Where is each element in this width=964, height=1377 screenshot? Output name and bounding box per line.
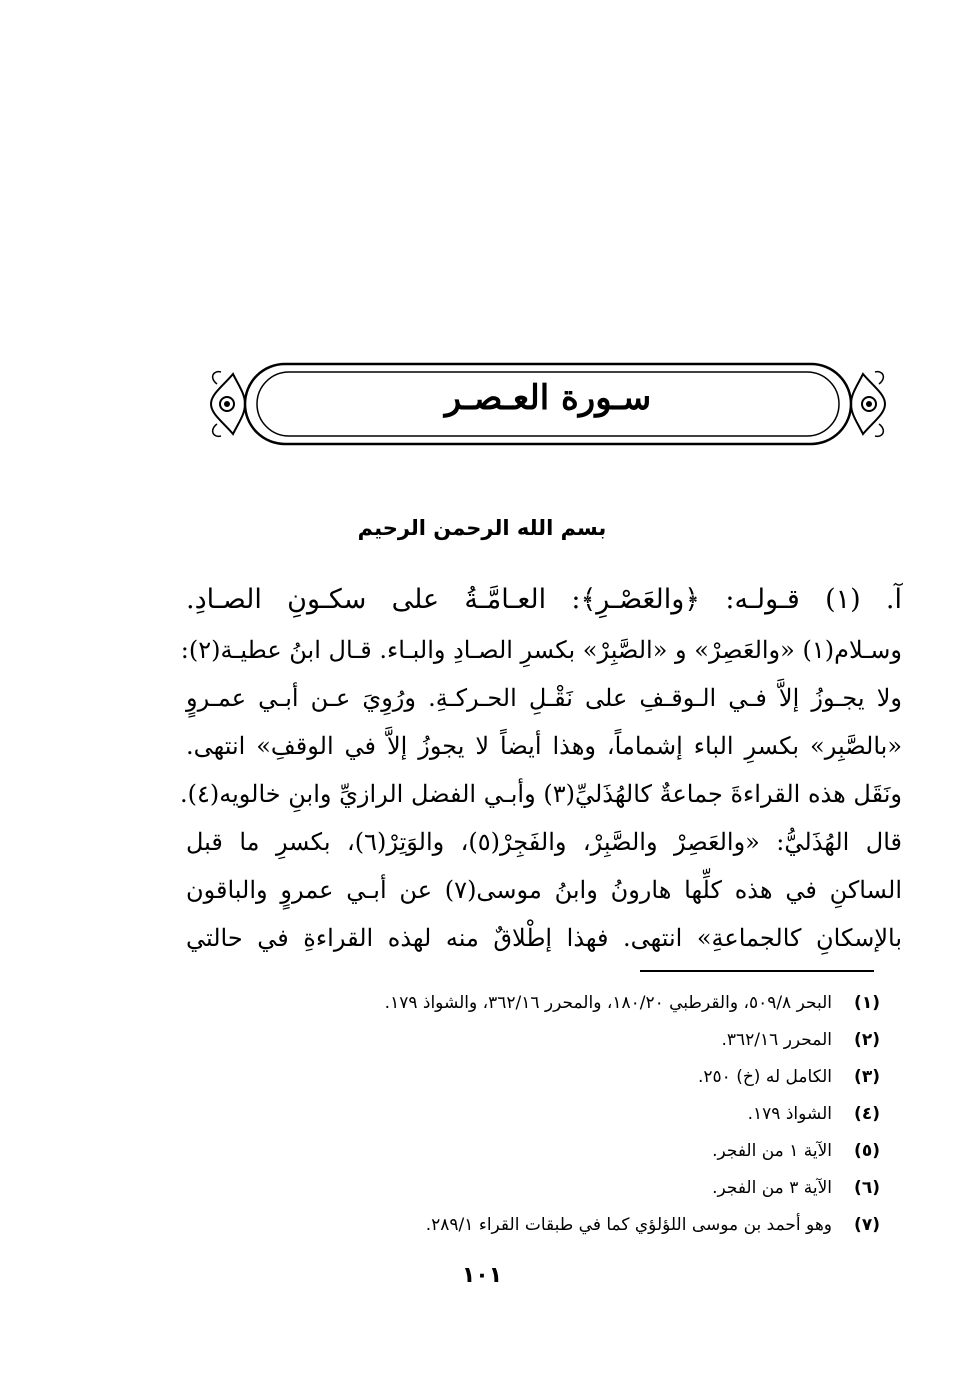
footnote-text: الكامل له (خ) ٢٥٠. bbox=[697, 1067, 832, 1087]
surah-title-frame bbox=[205, 356, 891, 452]
body-line: قال الهُذَليُّ: «والعَصِرْ والصَّبِرْ، والفَجِرْ(٥)، والوَتِرْ(٦)، بكسرِ ما قبل bbox=[186, 828, 903, 856]
page-number: ١٠١ bbox=[461, 1263, 503, 1288]
footnote-item bbox=[190, 1096, 880, 1133]
footnote-item bbox=[190, 1059, 880, 1096]
footnote-text: البحر ٥٠٩/٨، والقرطبي ١٨٠/٢٠، والمحرر ٣٦٢/١٦، والشواذ ١٧٩. bbox=[384, 993, 832, 1013]
footnote-text: الشواذ ١٧٩. bbox=[747, 1104, 832, 1124]
surah-title: سـورة العـصـر bbox=[444, 378, 652, 418]
basmala: بسم الله الرحمن الرحيم bbox=[357, 516, 607, 540]
body-line: ولا يجـوزُ إلاَّ فـي الـوقـفِ على نَقْـلِ الحـركـةِ. ورُوِيَ عـن أبـي عمـروٍ bbox=[186, 684, 902, 712]
body-line: ونَقَل هذه القراءةَ جماعةٌ كالهُذَليِّ(٣) وأبـي الفضل الرازيِّ وابنِ خالويه(٤). bbox=[179, 780, 902, 808]
footnote-number: (٢) bbox=[854, 1030, 880, 1050]
footnote-item bbox=[190, 1170, 880, 1207]
footnote-number: (٤) bbox=[854, 1104, 880, 1124]
footnote-number: (٧) bbox=[854, 1215, 880, 1235]
footnote-item bbox=[190, 1207, 880, 1244]
footnote-text: وهو أحمد بن موسى اللؤلؤي كما في طبقات القراء ٢٨٩/١. bbox=[425, 1215, 832, 1235]
footnote-number: (٥) bbox=[854, 1141, 880, 1161]
footnote-text: الآية ٣ من الفجر. bbox=[712, 1178, 832, 1198]
footnote-separator bbox=[640, 970, 874, 972]
body-line: آ. (١) قـولـه: ﴿والعَصْـرِ﴾: العـامَّـةُ على سكـونِ الصـادِ. bbox=[186, 584, 903, 615]
footnote-text: المحرر ٣٦٢/١٦. bbox=[721, 1030, 832, 1050]
body-line: «بالصَّبِر» بكسرِ الباء إشماماً، وهذا أيضاً لا يجوزُ إلاَّ في الوقفِ» انتهى. bbox=[186, 732, 902, 760]
body-line: الساكنِ في هذه كلِّها هارونُ وابنُ موسى(٧) عن أبـي عمروٍ والباقون bbox=[186, 876, 902, 904]
footnote-number: (٦) bbox=[854, 1178, 880, 1198]
footnote-item bbox=[190, 1022, 880, 1059]
body-text bbox=[179, 574, 903, 962]
body-line: بالإسكانِ كالجماعةِ» انتهى. فهذا إطْلاقٌ منه لهذه القراءةِ في حالتي bbox=[186, 924, 902, 952]
footnotes bbox=[190, 985, 880, 1244]
footnote-text: الآية ١ من الفجر. bbox=[712, 1141, 832, 1161]
footnote-item bbox=[190, 1133, 880, 1170]
footnote-number: (١) bbox=[854, 993, 880, 1013]
body-line: وسـلام(١) «والعَصِرْ» و «الصَّبِرْ» بكسرِ الصـادِ والبـاء. قـال ابنُ عطيـة(٢): bbox=[180, 636, 902, 664]
footnote-item bbox=[190, 985, 880, 1022]
footnote-number: (٣) bbox=[854, 1067, 880, 1087]
